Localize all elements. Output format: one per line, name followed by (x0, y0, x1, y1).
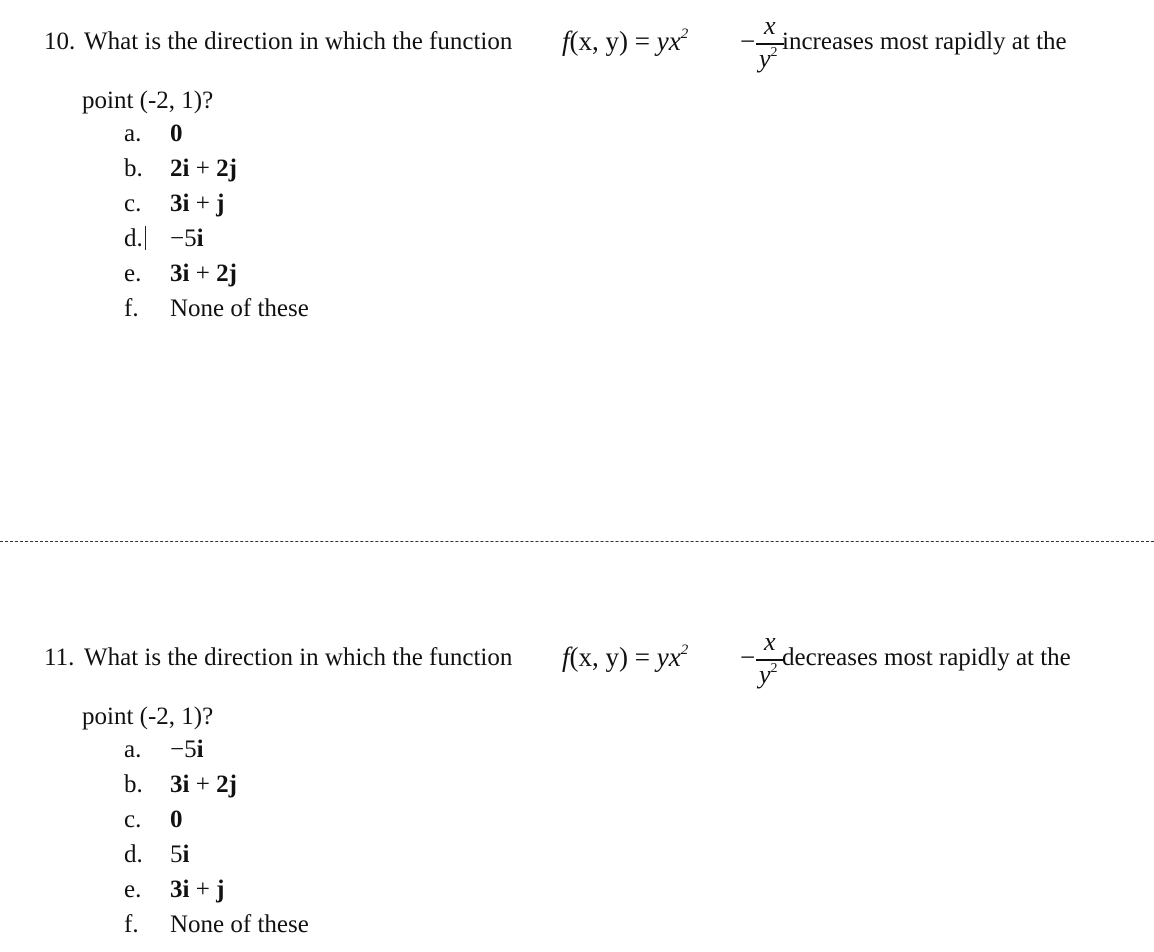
question-number: 11. (44, 644, 75, 671)
question-text: What is the direction in which the function (84, 644, 513, 671)
option-plus: + (189, 771, 217, 798)
option-vec1: i (196, 736, 204, 763)
option-letter: f. (124, 911, 139, 938)
question-number: 10. (44, 28, 76, 55)
option-plus: + (189, 190, 217, 217)
option-coef1: 3 (170, 876, 183, 903)
dashed-divider (0, 541, 1154, 542)
function-formula (562, 11, 787, 73)
option-coef2: 2 (216, 260, 229, 287)
text-cursor (145, 226, 146, 250)
option-vec1: i (182, 841, 190, 868)
option-coef1: 0 (170, 120, 183, 147)
option-letter: c. (124, 190, 142, 217)
option-vec2: j (216, 190, 225, 217)
formula-term-exponent: 2 (680, 642, 689, 658)
option-letter: b. (124, 155, 143, 182)
option-letter: c. (124, 806, 142, 833)
formula-lhs (562, 642, 688, 673)
option-value (170, 771, 237, 799)
formula-term-y: y (656, 642, 669, 672)
formula-term-exponent: 2 (680, 26, 689, 42)
option-vec1: i (182, 260, 190, 287)
formula-func: f (562, 642, 570, 672)
option-letter: e. (124, 876, 142, 903)
formula-term-x: x (668, 642, 681, 672)
formula-minus: − (740, 642, 756, 672)
fraction-denominator-base: y (759, 660, 771, 689)
option-value (170, 841, 189, 869)
option-plus: + (189, 876, 217, 903)
option-vec2: j (228, 771, 237, 798)
option-letter: a. (124, 120, 142, 147)
option-vec1: i (182, 771, 190, 798)
formula-func: f (562, 26, 570, 56)
formula-args: (x, y) (569, 26, 628, 56)
option-vec2: j (228, 155, 237, 182)
option-coef1: 0 (170, 806, 183, 833)
option-value (170, 736, 204, 764)
formula-args: (x, y) (569, 642, 628, 672)
option-value (170, 190, 224, 218)
option-vec1: i (182, 876, 190, 903)
option-plus: + (189, 155, 217, 182)
fraction-denominator-base: y (759, 44, 771, 73)
question-point: point (-2, 1)? (82, 703, 214, 730)
option-value (170, 225, 204, 253)
option-letter: d. (124, 841, 143, 868)
formula-minus: − (740, 26, 756, 56)
option-letter: b. (124, 771, 143, 798)
fraction-numerator: x (764, 11, 776, 40)
fraction-denominator (759, 44, 778, 74)
option-value (170, 155, 237, 183)
fraction-numerator: x (764, 627, 776, 656)
formula-equals: = (628, 642, 657, 672)
option-plus: + (189, 260, 217, 287)
option-letter: f. (124, 295, 139, 322)
option-vec1: i (196, 225, 204, 252)
option-value (170, 120, 183, 148)
formula-term-y: y (656, 26, 669, 56)
option-coef1: 5 (170, 841, 183, 868)
option-coef2: 2 (216, 771, 229, 798)
question-text-tail: increases most rapidly at the (782, 28, 1067, 55)
question-11 (44, 627, 1124, 938)
formula-term-x: x (668, 26, 681, 56)
question-stem (44, 11, 1124, 73)
option-coef1: 3 (170, 771, 183, 798)
fraction-denominator-exponent: 2 (770, 45, 778, 60)
question-point: point (-2, 1)? (82, 87, 214, 114)
option-letter (124, 225, 164, 253)
option-vec1: i (182, 190, 190, 217)
option-coef1: 3 (170, 190, 183, 217)
option-vec1: i (182, 155, 190, 182)
option-value: None of these (170, 911, 309, 938)
question-stem (44, 627, 1124, 689)
option-vec2: j (216, 876, 225, 903)
formula-fraction (756, 11, 784, 75)
question-text: What is the direction in which the function (84, 28, 513, 55)
function-formula (562, 627, 787, 689)
option-letter-text: d. (124, 225, 143, 252)
option-coef1: 3 (170, 260, 183, 287)
option-letter: a. (124, 736, 142, 763)
fraction-denominator (759, 660, 778, 690)
question-10 (44, 11, 1124, 322)
option-value (170, 806, 183, 834)
option-value (170, 876, 224, 904)
fraction-denominator-exponent: 2 (770, 661, 778, 676)
option-value: None of these (170, 295, 309, 322)
option-vec2: j (228, 260, 237, 287)
option-coef1: −5 (170, 225, 197, 252)
option-coef1: 2 (170, 155, 183, 182)
option-coef2: 2 (216, 155, 229, 182)
formula-equals: = (628, 26, 657, 56)
question-text-tail: decreases most rapidly at the (782, 644, 1071, 671)
formula-lhs (562, 26, 688, 57)
formula-fraction (756, 627, 784, 691)
option-value (170, 260, 237, 288)
option-letter: e. (124, 260, 142, 287)
option-coef1: −5 (170, 736, 197, 763)
